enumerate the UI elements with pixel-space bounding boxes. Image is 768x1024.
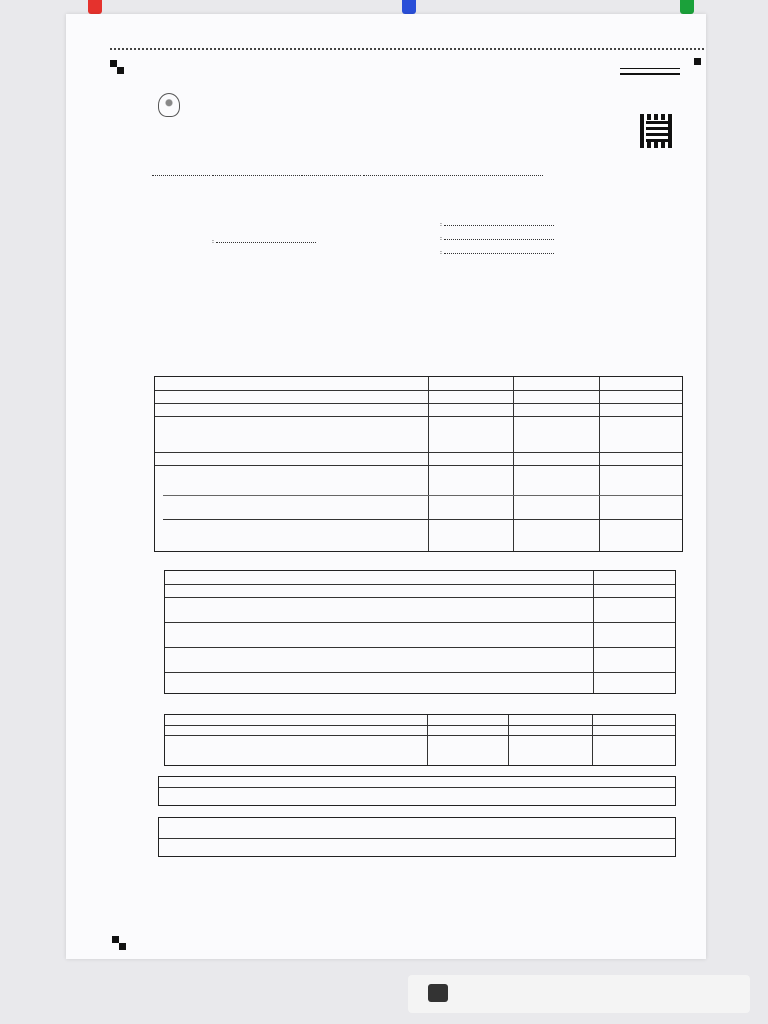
kabupaten-value <box>216 242 316 243</box>
form-code <box>620 68 680 69</box>
registration-mark-top-left <box>110 60 126 74</box>
red-clip <box>88 0 102 14</box>
qr-code <box>640 114 674 148</box>
date-value <box>212 175 300 176</box>
location-left: : <box>152 221 352 263</box>
day-value <box>152 175 210 176</box>
camscanner-badge <box>408 975 750 1013</box>
kpu-logo <box>158 93 180 117</box>
tear-line <box>110 48 704 50</box>
saksi-signature-table <box>158 817 676 857</box>
month-value <box>301 175 361 176</box>
section-3-table <box>164 714 676 766</box>
kecamatan-value <box>444 225 554 226</box>
registration-mark-bottom-left <box>112 936 128 950</box>
camscanner-icon <box>428 984 448 1002</box>
green-clip <box>680 0 694 14</box>
blue-clip <box>402 0 416 14</box>
location-right: : : : <box>362 218 582 260</box>
year-value <box>363 175 543 176</box>
registration-mark-top-right <box>694 58 710 72</box>
date-line <box>152 168 692 182</box>
tps-value <box>444 253 554 254</box>
kpps-signature-table <box>158 776 676 806</box>
form-code-block <box>620 68 680 78</box>
document-title <box>200 88 620 94</box>
model-box <box>620 73 680 75</box>
kelurahan-value <box>444 239 554 240</box>
section-1-table <box>154 376 683 552</box>
section-2-table <box>164 570 676 694</box>
